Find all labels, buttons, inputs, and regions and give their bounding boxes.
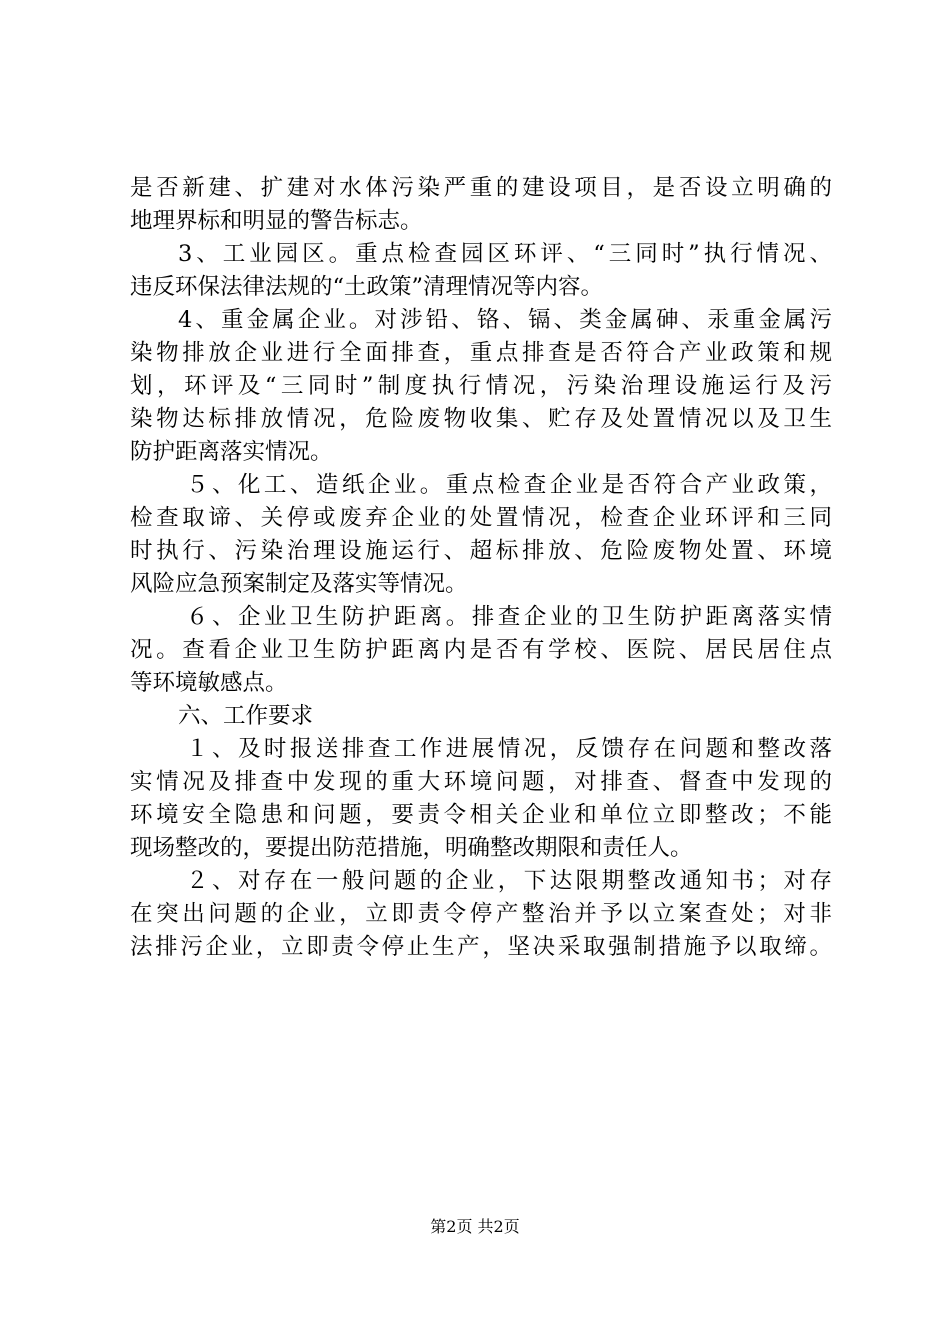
- text-line: 划，环评及“三同时”制度执行情况，污染治理设施运行及污: [130, 373, 832, 399]
- text-line: 时执行、污染治理设施运行、超标排放、危险废物处置、环境: [130, 538, 832, 564]
- text-line: 况。查看企业卫生防护距离内是否有学校、医院、居民居住点: [130, 637, 832, 663]
- paragraph-6: [130, 733, 832, 865]
- paragraph-7: [130, 865, 832, 964]
- paragraph-4: [130, 601, 832, 700]
- paragraph-2: [130, 304, 832, 469]
- text-line: 染物排放企业进行全面排查，重点排查是否符合产业政策和规: [130, 340, 832, 366]
- document-body: [130, 172, 832, 964]
- section-title: 六、工作要求: [178, 703, 314, 729]
- text-line: ２、对存在一般问题的企业，下达限期整改通知书；对存: [186, 868, 832, 894]
- text-line: 违反环保法律法规的“土政策”清理情况等内容。: [130, 274, 604, 300]
- text-line: ６、企业卫生防护距离。排查企业的卫生防护距离落实情: [186, 604, 832, 630]
- text-line: １、及时报送排查工作进展情况，反馈存在问题和整改落: [186, 736, 832, 762]
- text-line: 风险应急预案制定及落实等情况。: [130, 571, 468, 597]
- text-line: 现场整改的，要提出防范措施，明确整改期限和责任人。: [130, 835, 693, 861]
- paragraph-0: [130, 172, 832, 238]
- text-line: 在突出问题的企业，立即责令停产整治并予以立案查处；对非: [130, 901, 832, 927]
- text-line: 染物达标排放情况，危险废物收集、贮存及处置情况以及卫生: [130, 406, 832, 432]
- text-line: 3、工业园区。重点检查园区环评、“三同时”执行情况、: [178, 241, 832, 267]
- text-line: 法排污企业，立即责令停止生产，坚决采取强制措施予以取缔。: [130, 934, 832, 960]
- text-line: 等环境敏感点。: [130, 670, 288, 696]
- section-heading: [130, 700, 832, 733]
- text-line: 检查取谛、关停或废弃企业的处置情况，检查企业环评和三同: [130, 505, 832, 531]
- text-line: 是否新建、扩建对水体污染严重的建设项目，是否设立明确的: [130, 175, 832, 201]
- text-line: 4、重金属企业。对涉铅、铬、镉、类金属砷、汞重金属污: [178, 307, 832, 333]
- text-line: ５、化工、造纸企业。重点检查企业是否符合产业政策，: [186, 472, 832, 498]
- text-line: 地理界标和明显的警告标志。: [130, 208, 423, 234]
- paragraph-1: [130, 238, 832, 304]
- text-line: 环境安全隐患和问题，要责令相关企业和单位立即整改；不能: [130, 802, 832, 828]
- paragraph-3: [130, 469, 832, 601]
- text-line: 实情况及排查中发现的重大环境问题，对排查、督查中发现的: [130, 769, 832, 795]
- text-line: 防护距离落实情况。: [130, 439, 333, 465]
- page-number-footer: 第2页 共2页: [430, 1217, 520, 1236]
